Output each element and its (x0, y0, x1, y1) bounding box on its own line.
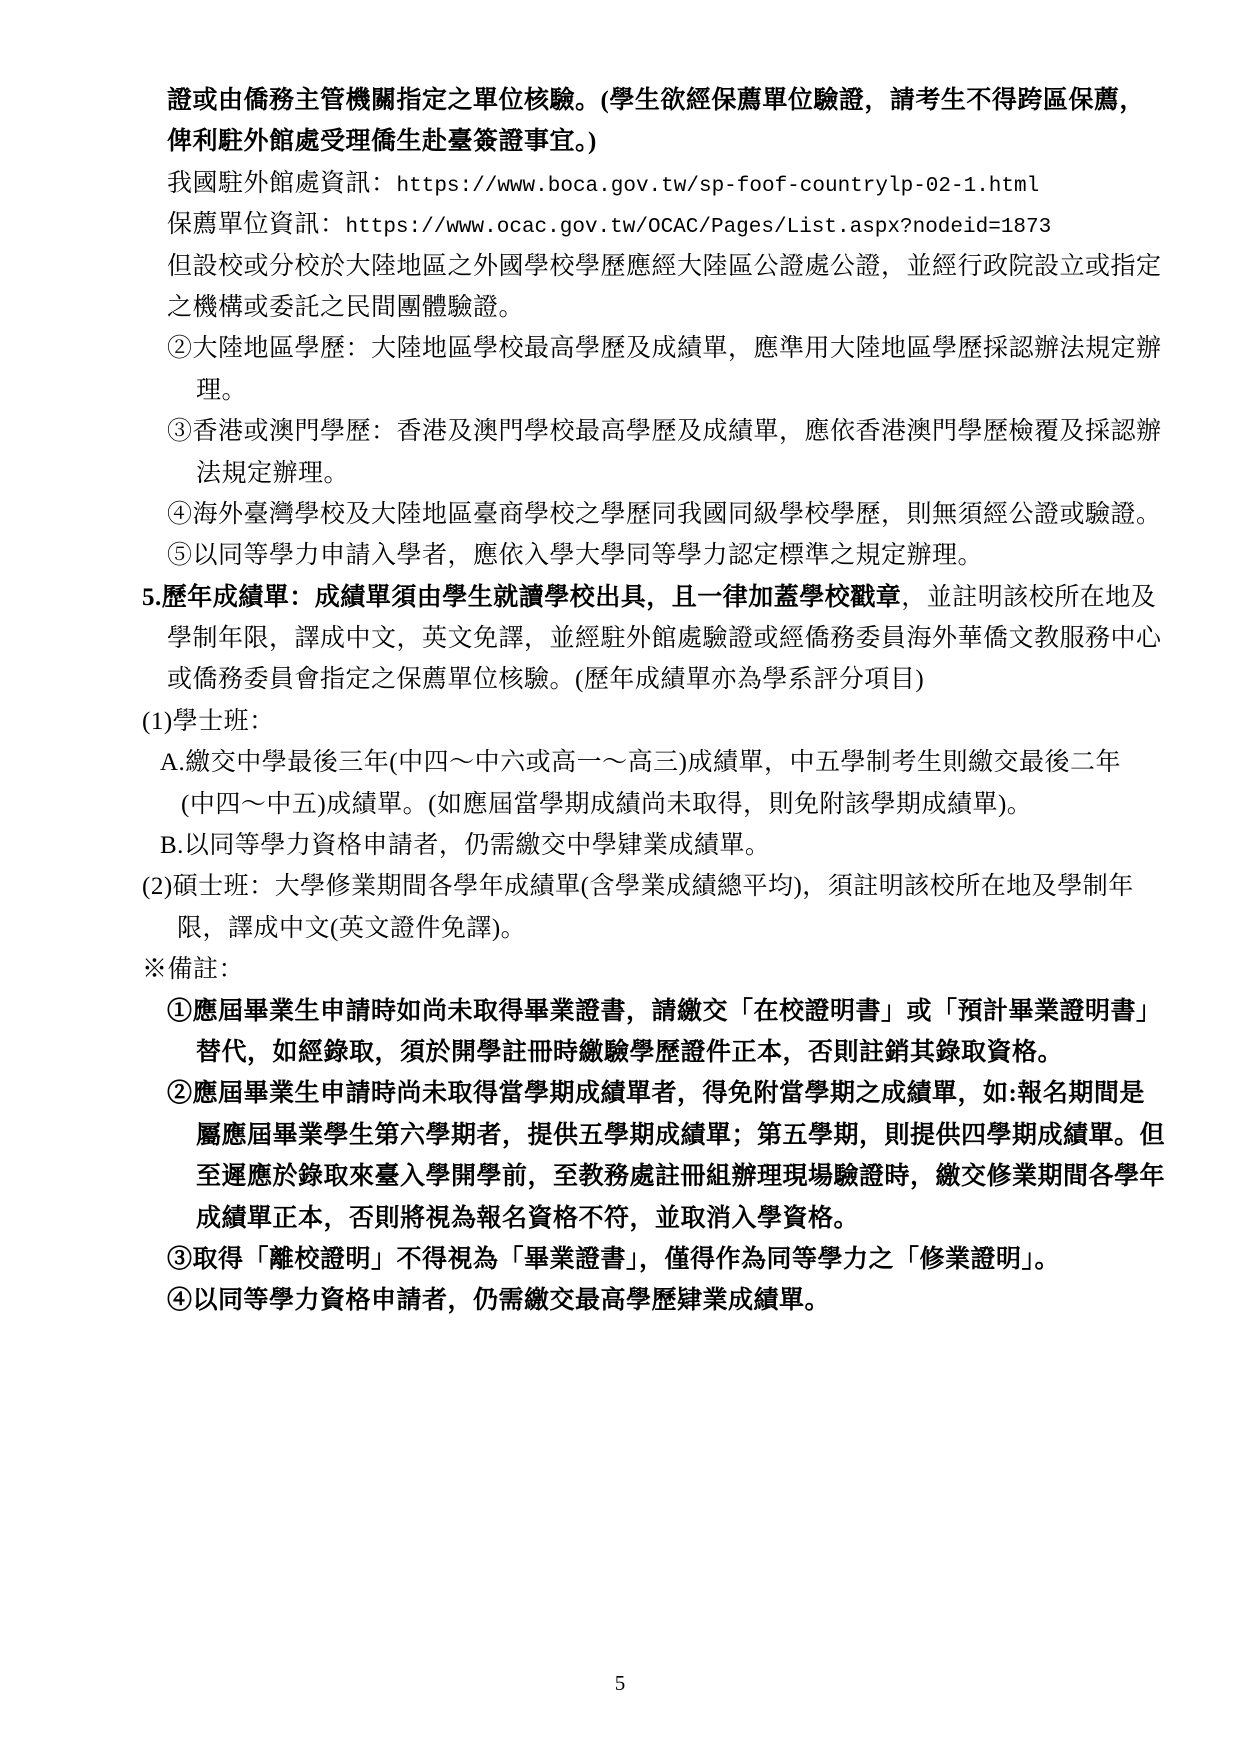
text-segment: ①應屆畢業生申請時如尚未取得畢業證書，請繳交「在校證明書」或「預計畢業證明書」 (167, 997, 1162, 1025)
text-line (0, 370, 1240, 411)
text-line (0, 1115, 1240, 1156)
text-line (0, 825, 1240, 866)
text-line (0, 701, 1240, 742)
text-segment: ，並註明該校所在地及 (901, 583, 1157, 611)
text-segment: 成績單正本，否則將視為報名資格不符，並取消入學資格。 (196, 1204, 860, 1232)
text-line (0, 577, 1240, 618)
text-line (0, 204, 1240, 245)
text-line (0, 618, 1240, 659)
text-segment: 俾利駐外館處受理僑生赴臺簽證事宜。) (167, 128, 597, 156)
text-segment: ③取得「離校證明」不得視為「畢業證書」，僅得作為同等學力之「修業證明」。 (167, 1245, 1061, 1273)
text-line (0, 949, 1240, 990)
document-body (0, 80, 1240, 1322)
text-segment: 至遲應於錄取來臺入學開學前，至教務處註冊組辦理現場驗證時，繳交修業期間各學年 (196, 1163, 1166, 1191)
text-line (0, 287, 1240, 328)
text-line (0, 1280, 1240, 1321)
text-segment: (2)碩士班：大學修業期間各學年成績單(含學業成績總平均)，須註明該校所在地及學制年 (142, 873, 1134, 901)
text-segment: 法規定辦理。 (196, 459, 350, 487)
text-line (0, 1073, 1240, 1114)
text-line (0, 494, 1240, 535)
text-segment: 但設校或分校於大陸地區之外國學校學歷應經大陸區公證處公證，並經行政院設立或指定 (167, 252, 1162, 280)
text-segment: 保薦單位資訊： (167, 211, 346, 239)
text-line (0, 784, 1240, 825)
text-line (0, 121, 1240, 162)
text-line (0, 453, 1240, 494)
text-segment: 之機構或委託之民間團體驗證。 (167, 293, 525, 321)
text-line (0, 163, 1240, 204)
text-line (0, 1156, 1240, 1197)
text-segment: ②應屆畢業生申請時尚未取得當學期成績單者，得免附當學期之成績單，如:報名期間是 (167, 1080, 1145, 1108)
text-segment: 理。 (196, 376, 248, 404)
text-segment: 證或由僑務主管機關指定之單位核驗。(學生欲經保薦單位驗證，請考生不得跨區保薦， (167, 87, 1145, 114)
text-segment: ④以同等學力資格申請者，仍需繳交最高學歷肄業成績單。 (167, 1287, 831, 1315)
text-segment: ③香港或澳門學歷：香港及澳門學校最高學歷及成績單，應依香港澳門學歷檢覆及採認辦 (167, 418, 1162, 446)
text-line (0, 246, 1240, 287)
text-segment: 5.歷年成績單：成績單須由學生就讀學校出具，且一律加蓋學校戳章 (142, 583, 902, 611)
text-line (0, 908, 1240, 949)
text-segment: ⑤以同等學力申請入學者，應依入學大學同等學力認定標準之規定辦理。 (167, 542, 984, 570)
text-segment: 限，譯成中文(英文證件免譯)。 (177, 914, 527, 942)
text-line (0, 328, 1240, 369)
text-line (0, 1198, 1240, 1239)
text-line (0, 1239, 1240, 1280)
text-segment: (1)學士班： (142, 707, 275, 735)
text-line (0, 991, 1240, 1032)
text-segment: 屬應屆畢業學生第六學期者，提供五學期成績單；第五學期，則提供四學期成績單。但 (196, 1121, 1166, 1149)
text-line (0, 866, 1240, 907)
text-line (0, 411, 1240, 452)
text-line (0, 80, 1240, 121)
url-text: https://www.ocac.gov.tw/OCAC/Pages/List.aspx?nodeid=1873 (345, 216, 1052, 240)
text-segment: ②大陸地區學歷：大陸地區學校最高學歷及成績單，應準用大陸地區學歷採認辦法規定辦 (167, 335, 1162, 363)
text-segment: A.繳交中學最後三年(中四～中六或高一～高三)成績單，中五學制考生則繳交最後二年 (160, 749, 1121, 777)
text-segment: (中四～中五)成績單。(如應屆當學期成績尚未取得，則免附該學期成績單)。 (181, 790, 1033, 818)
page-number: 5 (614, 1671, 626, 1695)
text-line (0, 742, 1240, 783)
text-line (0, 1032, 1240, 1073)
text-segment: 我國駐外館處資訊： (167, 169, 397, 197)
url-text: https://www.boca.gov.tw/sp-foof-countrylp-02-1.html (396, 174, 1040, 198)
text-line (0, 659, 1240, 700)
text-segment: B.以同等學力資格申請者，仍需繳交中學肄業成績單。 (160, 832, 771, 860)
text-segment: ④海外臺灣學校及大陸地區臺商學校之學歷同我國同級學校學歷，則無須經公證或驗證。 (167, 500, 1162, 528)
text-segment: 替代，如經錄取，須於開學註冊時繳驗學歷證件正本，否則註銷其錄取資格。 (196, 1038, 1064, 1066)
text-segment: ※備註： (142, 956, 245, 984)
text-segment: 或僑務委員會指定之保薦單位核驗。(歷年成績單亦為學系評分項目) (167, 666, 925, 694)
text-line (0, 535, 1240, 576)
text-segment: 學制年限，譯成中文，英文免譯，並經駐外館處驗證或經僑務委員海外華僑文教服務中心 (167, 625, 1162, 653)
